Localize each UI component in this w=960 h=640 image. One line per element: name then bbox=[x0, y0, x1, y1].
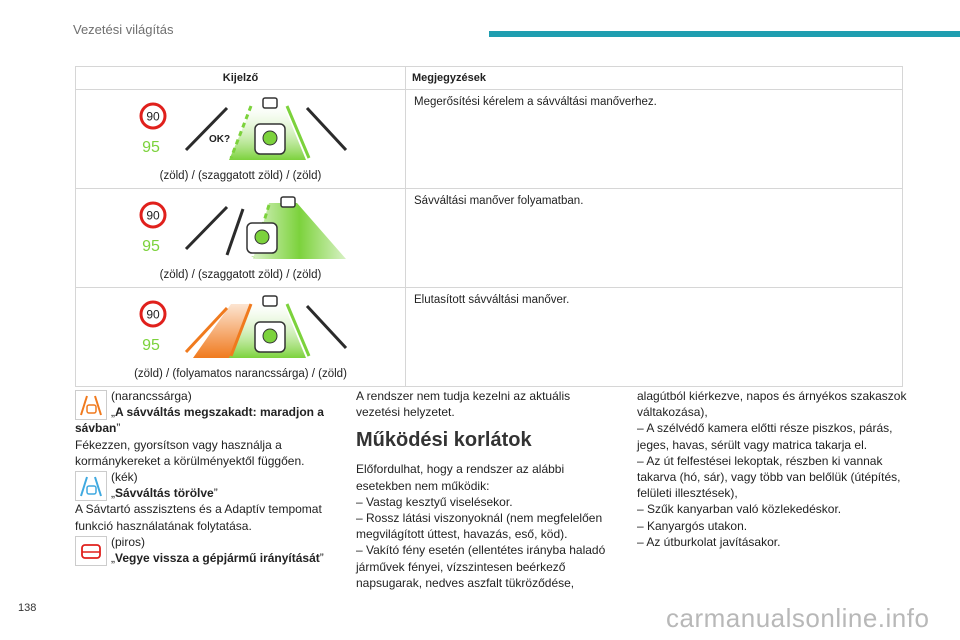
alert-color-label: (kék) bbox=[111, 470, 138, 485]
lane-change-illustration bbox=[131, 195, 361, 261]
take-control-red-icon bbox=[75, 536, 107, 566]
alert-item-blue bbox=[75, 469, 333, 534]
svg-text:90: 90 bbox=[146, 208, 160, 223]
alert-item-red bbox=[75, 534, 333, 566]
svg-text:95: 95 bbox=[142, 139, 160, 156]
display-caption: (zöld) / (folyamatos narancssárga) / (zöld) bbox=[134, 368, 347, 380]
display-cell bbox=[76, 288, 406, 387]
table-header-display: Kijelző bbox=[76, 67, 406, 90]
limit-bullet: – Vastag kesztyű viselésekor. bbox=[356, 494, 513, 509]
alert-text: A Sávtartó asszisztens és a Adaptív tempomat funkció használatának folytatása. bbox=[75, 502, 322, 533]
section-heading: Működési korlátok bbox=[356, 429, 532, 452]
limits-paragraph: Előfordulhat, hogy a rendszer az alábbi esetekben nem működik: bbox=[356, 462, 565, 493]
header-accent-bar bbox=[489, 31, 960, 37]
alert-text: Fékezzen, gyorsítson vagy használja a kormánykereket a körülményektől függően. bbox=[75, 437, 305, 468]
table-header-row bbox=[76, 67, 903, 90]
lane-change-illustration bbox=[131, 294, 361, 360]
limit-bullet: – Kanyargós utakon. bbox=[637, 518, 748, 533]
right-lane-line bbox=[307, 306, 346, 348]
table-row bbox=[76, 189, 903, 288]
alert-color-label: (narancssárga) bbox=[111, 389, 192, 403]
ok-question-label: OK? bbox=[209, 134, 231, 145]
limit-bullet: – A szélvédő kamera előtti része piszkos, párás, jeges, havas, sérült vagy matrica takarja el. bbox=[637, 421, 893, 452]
lane-change-illustration bbox=[131, 96, 361, 162]
svg-text:95: 95 bbox=[142, 238, 160, 255]
alert-item-orange bbox=[75, 388, 333, 469]
table-header-notes: Megjegyzések bbox=[406, 67, 903, 90]
alert-color-label: (piros) bbox=[111, 534, 146, 549]
right-lane-line bbox=[307, 108, 346, 150]
svg-text:90: 90 bbox=[146, 307, 160, 322]
speed-sign-icon bbox=[141, 104, 165, 156]
display-cell bbox=[76, 189, 406, 288]
table-row bbox=[76, 288, 903, 387]
display-cell bbox=[76, 90, 406, 189]
display-note: Megerősítési kérelem a sávváltási manőverhez. bbox=[406, 90, 903, 189]
display-caption: (zöld) / (szaggatott zöld) / (zöld) bbox=[159, 269, 322, 281]
display-caption: (zöld) / (szaggatott zöld) / (zöld) bbox=[159, 170, 322, 182]
limit-bullet: – Rossz látási viszonyoknál (nem megfelelően megvilágított úttest, havazás, eső, köd). bbox=[356, 511, 603, 542]
limit-bullet: – Vakító fény esetén (ellentétes irányba haladó járművek fényei, vízszintesen beérkező napsugarak, nedves aszfalt tükröződése, bbox=[356, 543, 606, 590]
page-number: 138 bbox=[18, 602, 37, 614]
limit-bullet: – Szűk kanyarban való közlekedéskor. bbox=[637, 502, 842, 517]
alert-title: „A sávváltás megszakadt: maradjon a sávban” bbox=[75, 405, 324, 436]
watermark: carmanualsonline.info bbox=[666, 603, 930, 633]
page-header-title: Vezetési világítás bbox=[73, 22, 174, 37]
text-column-2 bbox=[356, 388, 612, 591]
limit-bullet: – Az útburkolat javításakor. bbox=[637, 534, 781, 549]
text-column-3 bbox=[637, 388, 907, 550]
limit-bullet-continued: alagútból kiérkezve, napos és árnyékos szakaszok váltakozása), bbox=[637, 389, 907, 420]
text-column-1 bbox=[75, 388, 333, 566]
svg-text:90: 90 bbox=[146, 109, 160, 124]
alert-title: „Vegye vissza a gépjármű irányítását” bbox=[111, 551, 324, 566]
intro-paragraph: A rendszer nem tudja kezelni az aktuális vezetési helyzetet. bbox=[356, 389, 571, 420]
speed-sign-icon bbox=[141, 203, 165, 255]
lane-warning-orange-icon bbox=[75, 390, 107, 420]
speed-sign-icon bbox=[141, 302, 165, 354]
display-table bbox=[75, 66, 903, 387]
right-lane-line bbox=[227, 209, 243, 255]
limit-bullet: – Az út felfestései lekoptak, részben ki vannak takarva (hó, sár), vagy több van belőlük (útépítés, felületi illesztések), bbox=[637, 453, 901, 501]
left-lane-line bbox=[186, 207, 227, 249]
display-note: Sávváltási manőver folyamatban. bbox=[406, 189, 903, 288]
table-row bbox=[76, 90, 903, 189]
display-note: Elutasított sávváltási manőver. bbox=[406, 288, 903, 387]
lane-cancel-blue-icon bbox=[75, 471, 107, 501]
alert-title: „Sávváltás törölve” bbox=[111, 486, 218, 501]
svg-text:95: 95 bbox=[142, 337, 160, 354]
